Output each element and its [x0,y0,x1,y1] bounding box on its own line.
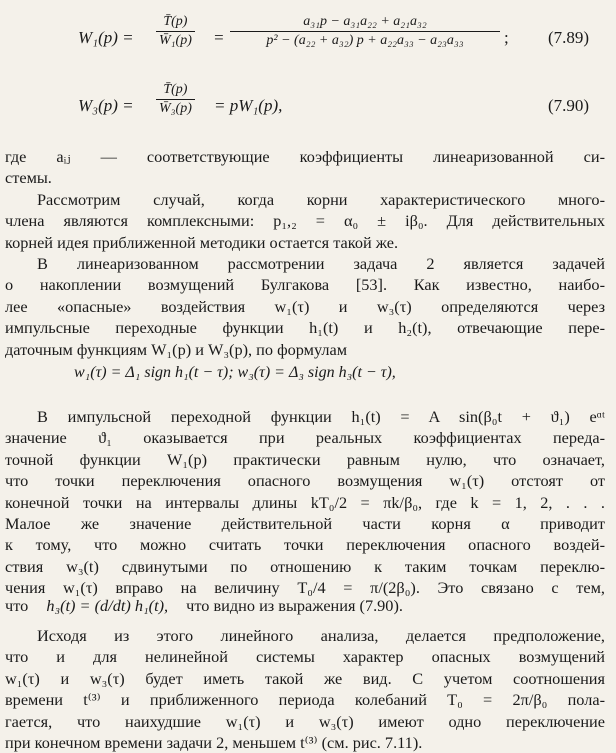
text-line: В линеаризованном рассмотрении задача 2 является задачей [37,254,605,273]
text-line: Рассмотрим случай, когда корни характеристического много- [37,190,605,209]
eq789-lhs: W₁(p) = [78,28,134,47]
eq789-separator: ; [504,28,509,47]
text-line: при конечном времени задачи 2, меньшем t⁽³⁾ (см. рис. 7.11). [5,733,423,753]
eq790-denominator: W̄₃(p) [159,101,192,116]
text-line: чения w₁(τ) вправо на величину T₀/4 = π/(2β₀). Это связано с тем, [5,578,605,598]
eq790-fraction [156,82,195,117]
eq789-rhs-fraction [230,14,500,49]
text-line: В импульсной переходной функции h₁(t) = A sin(β₀t + ϑ₁) eᵅᵗ [37,407,605,426]
text-suffix: что видно из выражения (7.90). [186,596,403,615]
paragraph-impulse-function [5,406,605,599]
text-line: стемы. [5,168,52,188]
text-line: о накоплении возмущений Булгакова [53]. Как известно, наибо- [5,275,605,295]
eq789-mid-fraction [156,14,195,49]
eq789-rhs-numerator: a₃₁p − a₃₁a₂₂ + a₂₁a₃₂ [230,14,500,32]
text-line: конечной точки на интервалы длины kT₀/2 = πk/β₀, где k = 1, 2, . . . [5,492,605,512]
paragraph-nonlinear-analysis [5,625,605,753]
text-line: w₁(τ) и w₃(τ) будет иметь такой же вид. С учетом соотношения [5,668,605,688]
paragraph-linearized [5,253,605,360]
text-prefix: что [5,596,29,615]
eq790-numerator: T̄(p) [156,82,195,100]
text-line: члена являются комплексными: p₁,₂ = α₀ ± iβ₀. Для действительных [5,211,605,231]
eq789-equals: = [213,28,225,47]
paragraph-coefficients [5,146,605,189]
text-line: Исходя из этого линейного анализа, делается предположение, [37,626,605,645]
text-line: импульсные переходные функции h₁(t) и h₂(t), отвечающие пере- [5,318,605,338]
text-line: к тому, что можно считать точки переключения опасного воздей- [5,535,605,555]
text-line: ствия w₃(t) сдвинутыми по отношению к таким точкам переклю- [5,556,605,576]
text-line: что и для нелинейной системы характер опасных возмущений [5,647,605,667]
inline-derivative-formula: h₃(t) = (d/dt) h₁(t), [46,596,169,615]
paragraph-impulse-last-line [5,596,403,616]
text-line: где aᵢⱼ — соответствующие коэффициенты линеаризованной си- [5,147,605,166]
text-line: что точки переключения опасного возмущения w₁(τ) отстоят от [5,471,605,491]
text-line: значение ϑ₁ оказывается при реальных коэффициентах переда- [5,428,605,448]
text-line: точной функции W₁(p) практически равным нулю, что означает, [5,449,605,469]
equation-number-7-89: (7.89) [548,28,590,47]
text-line: гается, что наихудшие w₁(τ) и w₃(τ) имеют одно переключение [5,711,605,731]
text-line: лее «опасные» воздействия w₁(τ) и w₃(τ) определяются через [5,296,605,316]
eq789-mid-numerator: T̄(p) [156,14,195,32]
text-line: времени t⁽³⁾ и приближенного периода колебаний T₀ = 2π/β₀ пола- [5,690,605,710]
text-line: корней идея приближенной методики остается такой же. [5,232,399,252]
eq790-lhs: W₃(p) = [78,96,134,115]
equation-number-7-90: (7.90) [548,96,590,115]
text-line: Малое же значение действительной части корня α приводит [5,514,605,534]
paragraph-complex-roots [5,189,605,253]
eq790-rhs: = pW₁(p), [214,96,283,115]
eq789-rhs-denominator: p² − (a₂₂ + a₃₂) p + a₂₂a₃₃ − a₂₃a₃₃ [266,33,464,48]
formula-w1-w3: w₁(τ) = Δ₁ sign h₁(t − τ); w₃(τ) = Δ₃ sign h₃(t − τ), [74,364,396,381]
eq789-mid-denominator: W̄₁(p) [159,33,192,48]
text-line: даточным функциям W₁(p) и W₃(p), по формулам [5,339,348,359]
